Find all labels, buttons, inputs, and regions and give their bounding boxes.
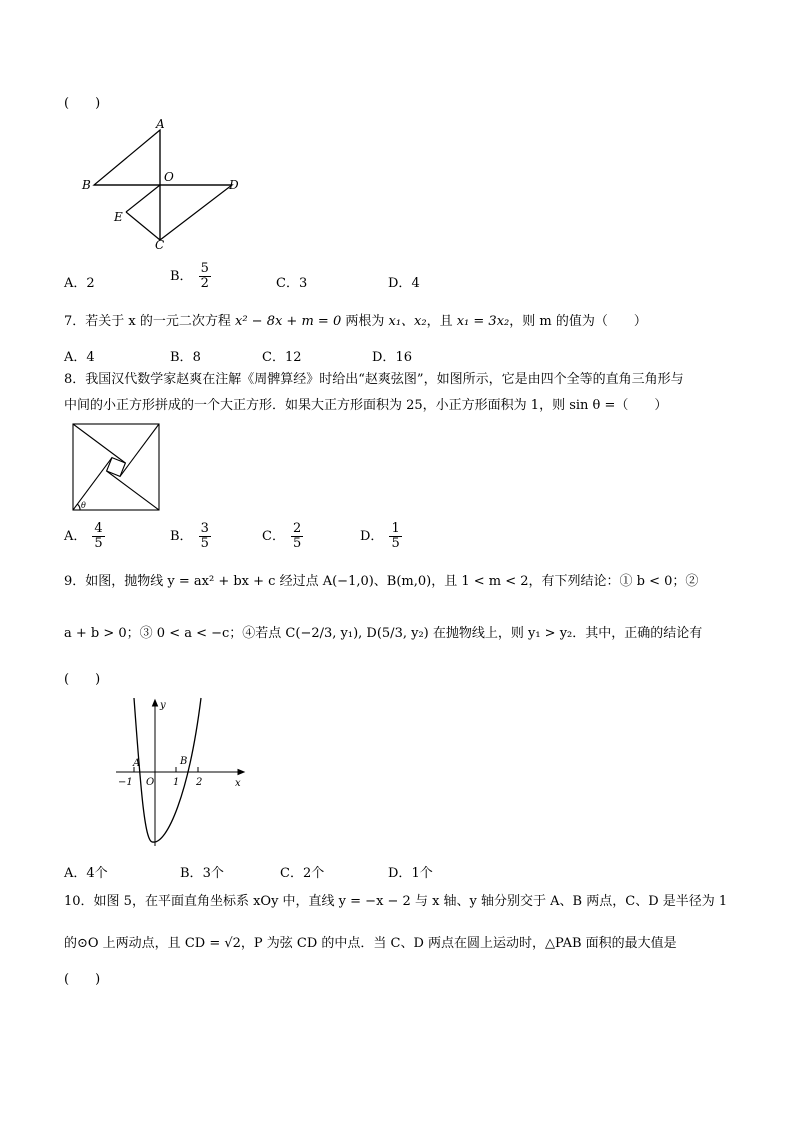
hyp-3: [107, 471, 159, 510]
label-neg1: −1: [118, 777, 133, 788]
q9-option-d[interactable]: D．1个: [388, 866, 433, 881]
y-axis-arrow: [153, 700, 158, 706]
q6-option-c[interactable]: C．3: [276, 276, 308, 291]
label-x: x: [235, 778, 241, 789]
parabola-curve: [134, 698, 201, 842]
q6-option-d[interactable]: D．4: [388, 276, 420, 291]
q8-option-b[interactable]: B． $\frac{3}{5}$: [170, 521, 209, 551]
label-o: O: [164, 170, 174, 184]
label-d: D: [229, 178, 239, 192]
hyp-4: [73, 458, 112, 510]
q10-stem-line2: 的⊙O 上两动点，且 CD = √2，P 为弦 CD 的中点．当 C、D 两点在圆上运动时，△PAB 面积的最大值是: [64, 936, 677, 951]
q8-option-c[interactable]: C． $\frac{2}{5}$: [262, 521, 302, 551]
q7-option-d[interactable]: D．16: [372, 350, 412, 365]
q10-paren: ( ): [64, 972, 101, 987]
label-e: E: [114, 210, 123, 224]
q9-option-b[interactable]: B．3个: [180, 866, 224, 881]
x-axis-arrow: [238, 770, 244, 775]
q9-option-c[interactable]: C．2个: [280, 866, 325, 881]
q9-stem-line2: a + b > 0；③ 0 < a < −c；④若点 C(−2/3, y₁), D(5/3, y₂) 在抛物线上，则 y₁ > y₂．其中，正确的结论有: [64, 626, 703, 641]
q7-option-a[interactable]: A．4: [64, 350, 95, 365]
label-y: y: [160, 700, 166, 711]
q9-paren: ( ): [64, 672, 101, 687]
q8-zhaoshuang-figure: [72, 423, 162, 513]
theta-label: θ: [81, 501, 86, 510]
label-two: 2: [196, 777, 203, 788]
q7-option-c[interactable]: C．12: [262, 350, 302, 365]
q8-option-a[interactable]: A． $\frac{4}{5}$: [64, 521, 103, 551]
hyp-2: [120, 424, 159, 476]
label-one: 1: [173, 777, 180, 788]
segment-ec: [126, 212, 160, 240]
q9-parabola-figure: [112, 694, 252, 854]
q10-stem-line1: 10．如图 5，在平面直角坐标系 xOy 中，直线 y = −x − 2 与 x 轴、y 轴分别交于 A、B 两点，C、D 是半径为 1: [64, 894, 728, 909]
q7-option-b[interactable]: B．8: [170, 350, 201, 365]
label-o: O: [146, 777, 155, 788]
outer-square: [73, 424, 159, 510]
theta-arc: [77, 504, 80, 510]
label-a: A: [133, 758, 141, 769]
label-a: A: [156, 118, 165, 131]
q9-option-a[interactable]: A．4个: [64, 866, 108, 881]
q8-option-d[interactable]: D． $\frac{1}{5}$: [360, 521, 400, 551]
segment-oe: [126, 185, 160, 212]
label-b: B: [180, 756, 188, 767]
hyp-1: [73, 424, 125, 463]
q6-rhombus-figure: [78, 118, 248, 250]
q8-stem-line1: 8．我国汉代数学家赵爽在注解《周髀算经》时给出“赵爽弦图”，如图所示，它是由四个全等的直角三角形与: [64, 372, 684, 387]
label-b: B: [82, 178, 91, 192]
q9-stem-line1: 9．如图，抛物线 y = ax² + bx + c 经过点 A(−1,0)、B(m,0)，且 1 < m < 2，有下列结论：① b < 0；②: [64, 574, 699, 589]
q8-stem-line2: 中间的小正方形拼成的一个大正方形．如果大正方形面积为 25，小正方形面积为 1，则 sin θ =（ ）: [64, 398, 668, 413]
q6-option-a[interactable]: A．2: [64, 276, 95, 291]
q6-option-b[interactable]: B． $\frac{5}{2}$: [170, 261, 209, 291]
label-c: C: [155, 238, 165, 250]
q6-paren: ( ): [64, 96, 101, 111]
q7-stem: 7．若关于 x 的一元二次方程 x² − 8x + m = 0 两根为 x₁、x₂，且 x₁ = 3x₂，则 m 的值为（ ）: [64, 314, 647, 329]
